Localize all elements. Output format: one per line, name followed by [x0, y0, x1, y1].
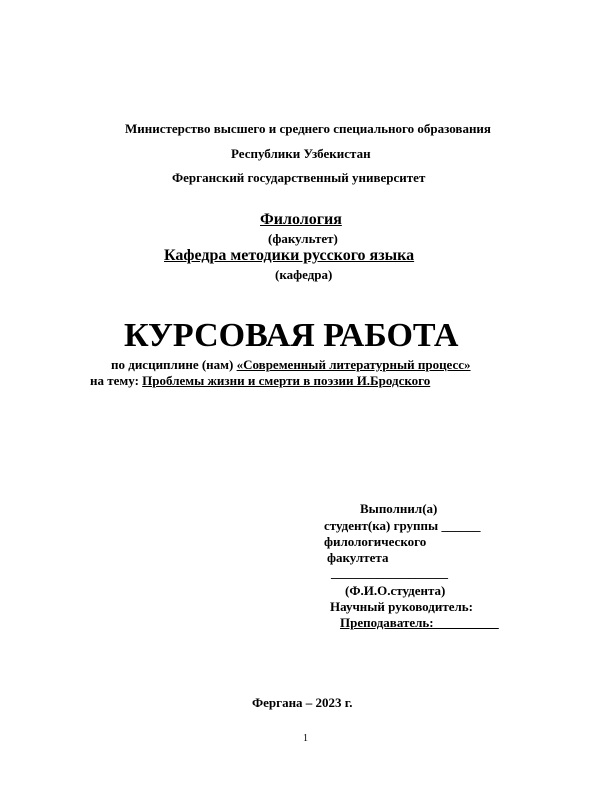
faculty-line-2: факултета: [327, 550, 389, 565]
city-year: Фергана – 2023 г.: [252, 695, 353, 710]
teacher-line: [340, 616, 499, 629]
teacher-blank: __________: [433, 615, 499, 630]
topic-line: [90, 374, 430, 387]
student-name-blank: __________________: [331, 565, 448, 580]
page-number: 1: [303, 733, 308, 744]
topic-name: Проблемы жизни и смерти в поэзии И.Бродского: [142, 373, 431, 388]
republic-line: Республики Узбекистан: [231, 146, 371, 161]
document-title: КУРСОВАЯ РАБОТА: [124, 317, 459, 354]
discipline-line: [111, 358, 471, 371]
completed-label: Выполнил(а): [360, 501, 438, 516]
ministry-line: Министерство высшего и среднего специального образования: [125, 121, 491, 136]
student-name-caption: (Ф.И.О.студента): [345, 583, 446, 598]
group-line: [324, 519, 480, 532]
university-line: Ферганский государственный университет: [172, 170, 426, 185]
teacher-label: Преподаватель:: [340, 615, 434, 630]
group-blank: ______: [441, 518, 481, 533]
discipline-name: «Современный литературный процесс»: [236, 357, 471, 372]
faculty-caption: (факультет): [268, 231, 338, 246]
department-name: Кафедра методики русского языка: [164, 247, 415, 264]
discipline-prefix: по дисциплине (нам): [111, 357, 234, 372]
faculty-line-1: филологического: [324, 534, 427, 549]
supervisor-label: Научный руководитель:: [330, 599, 473, 614]
department-caption: (кафедра): [275, 267, 333, 282]
topic-prefix: на тему:: [90, 373, 139, 388]
faculty-name: Филология: [260, 211, 342, 228]
group-label: студент(ка) группы: [324, 518, 439, 533]
